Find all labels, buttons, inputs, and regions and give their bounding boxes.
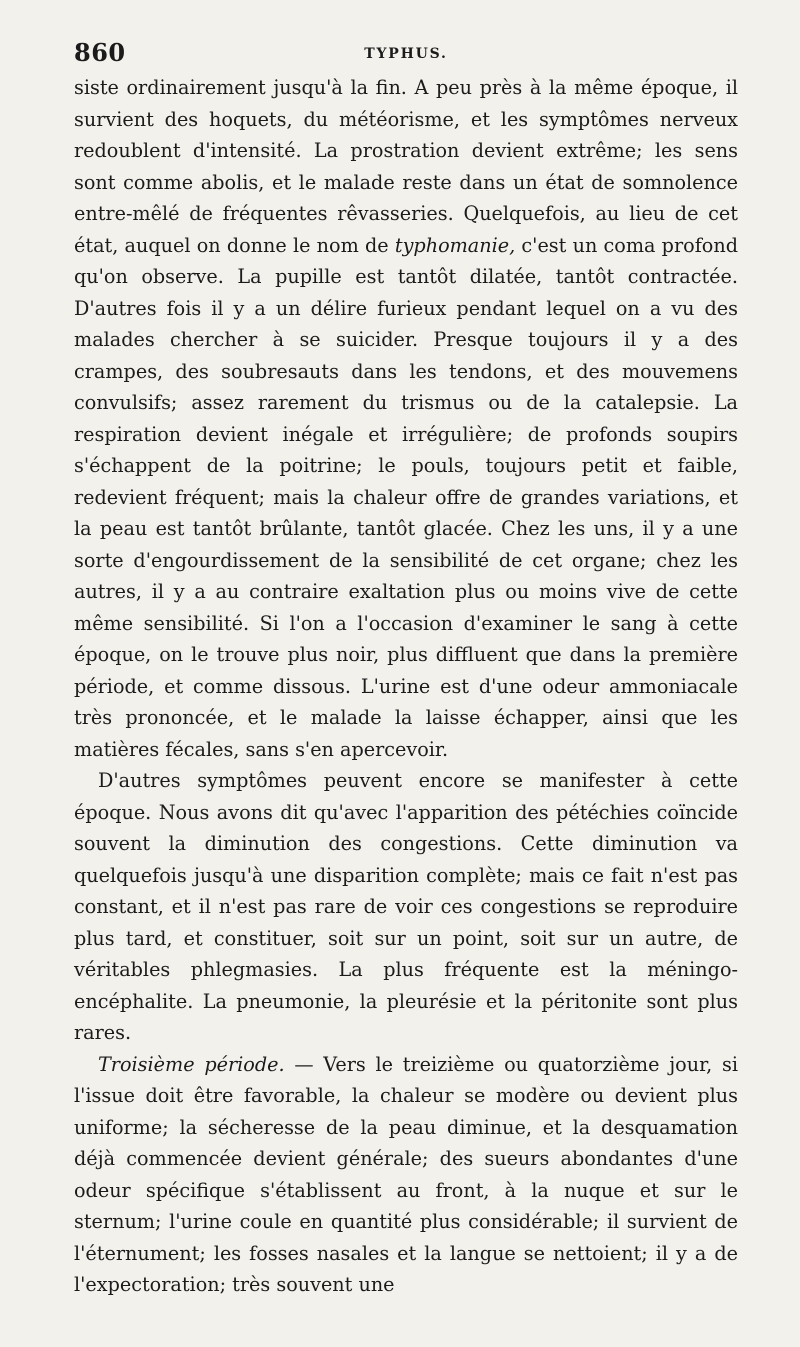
paragraph-1-text: siste ordinairement jusqu'à la fin. A peu près à la même époque, il survient des hoquets, du météorisme, et les symptômes nerveux redoublent d'intensité. La prostration devient extrême; les sens sont comme abolis, et le malade reste dans un état de somnolence entre-mêlé de fréquentes rêvasseries. Quelquefois, au lieu de cet état, auquel on donne le nom de: [74, 76, 738, 257]
page-number: 860: [74, 38, 126, 67]
section-heading-third-period: Troisième période.: [98, 1052, 285, 1076]
paragraph-1-text-continued: c'est un coma profond qu'on observe. La pupille est tantôt dilatée, tantôt contractée. D'autres fois il y a un délire furieux pendant lequel on a vu des malades chercher à se suicider. Presque toujours il y a des crampes, des soubresauts dans les tendons, et des mouvemens convulsifs; assez rarement du trismus ou de la catalepsie. La respiration devient inégale et irrégulière; de profonds soupirs s'échappent de la poitrine; le pouls, toujours petit et faible, redevient fréquent; mais la chaleur offre de grandes variations, et la peau est tantôt brûlante, tantôt glacée. Chez les uns, il y a une sorte d'engourdissement de la sensibilité de cet organe; chez les autres, il y a au contraire exaltation plus ou moins vive de cette même sensibilité. Si l'on a l'occasion d'examiner le sang à cette époque, on le trouve plus noir, plus diffluent que dans la première période, et comme dissous. L'urine est d'une odeur ammoniacale très prononcée, et le malade la laisse échapper, ainsi que les matières fécales, sans s'en apercevoir.: [74, 233, 738, 761]
paragraph-1: [74, 72, 738, 765]
running-title: TYPHUS.: [364, 46, 448, 62]
paragraph-1-italic-term: typhomanie,: [394, 233, 516, 257]
paragraph-3: [74, 1049, 738, 1301]
paragraph-2-text: D'autres symptômes peuvent encore se manifester à cette époque. Nous avons dit qu'avec l'apparition des pétéchies coïncide souvent la diminution des congestions. Cette diminution va quelquefois jusqu'à une disparition complète; mais ce fait n'est pas constant, et il n'est pas rare de voir ces congestions se reproduire plus tard, et constituer, soit sur un point, soit sur un autre, de véritables phlegmasies. La plus fréquente est la méningo-encéphalite. La pneumonie, la pleurésie et la péritonite sont plus rares.: [74, 769, 738, 1044]
body-text: [74, 72, 738, 1301]
paragraph-3-text: — Vers le treizième ou quatorzième jour, si l'issue doit être favorable, la chaleur se modère ou devient plus uniforme; la sécheresse de la peau diminue, et la desquamation déjà commencée devient générale; des sueurs abondantes d'une odeur spécifique s'établissent au front, à la nuque et sur le sternum; l'urine coule en quantité plus considérable; il survient de l'éternument; les fosses nasales et la langue se nettoient; il y a de l'expectoration; très souvent une: [74, 1052, 738, 1296]
paragraph-2: [74, 765, 738, 1049]
page-header: [74, 36, 738, 66]
